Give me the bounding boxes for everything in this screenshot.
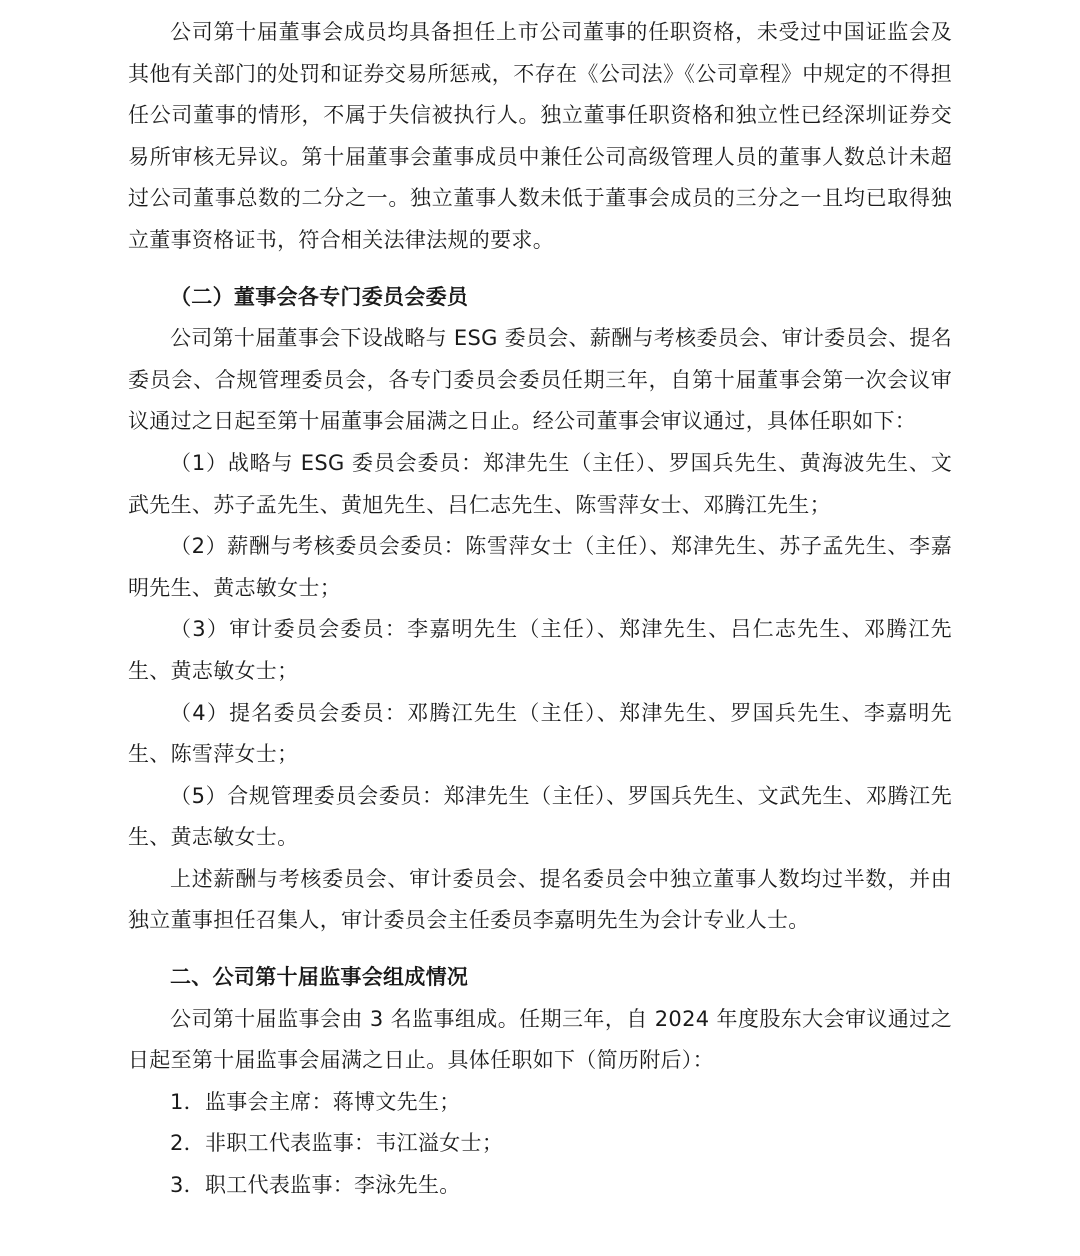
committee-item-strategy: （1）战略与 ESG 委员会委员：郑津先生（主任）、罗国兵先生、黄海波先生、文武先生、苏子孟先生、黄旭先生、吕仁志先生、陈雪萍女士、邓腾江先生；: [128, 450, 952, 517]
supervisor-item-employee: 3．职工代表监事：李泳先生。: [170, 1173, 461, 1198]
committee-item-compensation: （2）薪酬与考核委员会委员：陈雪萍女士（主任）、郑津先生、苏子孟先生、李嘉明先生、黄志敏女士；: [128, 534, 952, 600]
document-page: [128, 12, 952, 1207]
committees-closing: 上述薪酬与考核委员会、审计委员会、提名委员会中独立董事人数均过半数，并由独立董事担任召集人，审计委员会主任委员李嘉明先生为会计专业人士。: [128, 866, 952, 933]
supervisor-item-non-employee: 2．非职工代表监事：韦江溢女士；: [170, 1131, 504, 1156]
committees-intro: 公司第十届董事会下设战略与 ESG 委员会、薪酬与考核委员会、审计委员会、提名委员会、合规管理委员会，各专门委员会委员任期三年，自第十届董事会第一次会议审议通过之日起至第十届董事会届满之日止。经公司董事会审议通过，具体任职如下：: [128, 326, 952, 434]
committee-item-audit: （3）审计委员会委员：李嘉明先生（主任）、郑津先生、吕仁志先生、邓腾江先生、黄志敏女士；: [128, 617, 952, 683]
supervisors-heading: 二、公司第十届监事会组成情况: [170, 965, 469, 990]
supervisors-intro: 公司第十届监事会由 3 名监事组成。任期三年，自 2024 年度股东大会审议通过之日起至第十届监事会届满之日止。具体任职如下（简历附后）：: [128, 1006, 952, 1073]
committee-item-compliance: （5）合规管理委员会委员：郑津先生（主任）、罗国兵先生、文武先生、邓腾江先生、黄志敏女士。: [128, 783, 952, 850]
intro-paragraph: 公司第十届董事会成员均具备担任上市公司董事的任职资格，未受过中国证监会及其他有关部门的处罚和证券交易所惩戒，不存在《公司法》《公司章程》中规定的不得担任公司董事的情形，不属于失信被执行人。独立董事任职资格和独立性已经深圳证券交易所审核无异议。第十届董事会董事成员中兼任公司高级管理人员的董事人数总计未超过公司董事总数的二分之一。独立董事人数未低于董事会成员的三分之一且均已取得独立董事资格证书，符合相关法律法规的要求。: [128, 20, 952, 252]
committees-heading: （二）董事会各专门委员会委员: [170, 284, 469, 309]
supervisor-item-chair: 1．监事会主席：蒋博文先生；: [170, 1089, 461, 1114]
committee-item-nomination: （4）提名委员会委员：邓腾江先生（主任）、郑津先生、罗国兵先生、李嘉明先生、陈雪萍女士；: [128, 700, 952, 767]
